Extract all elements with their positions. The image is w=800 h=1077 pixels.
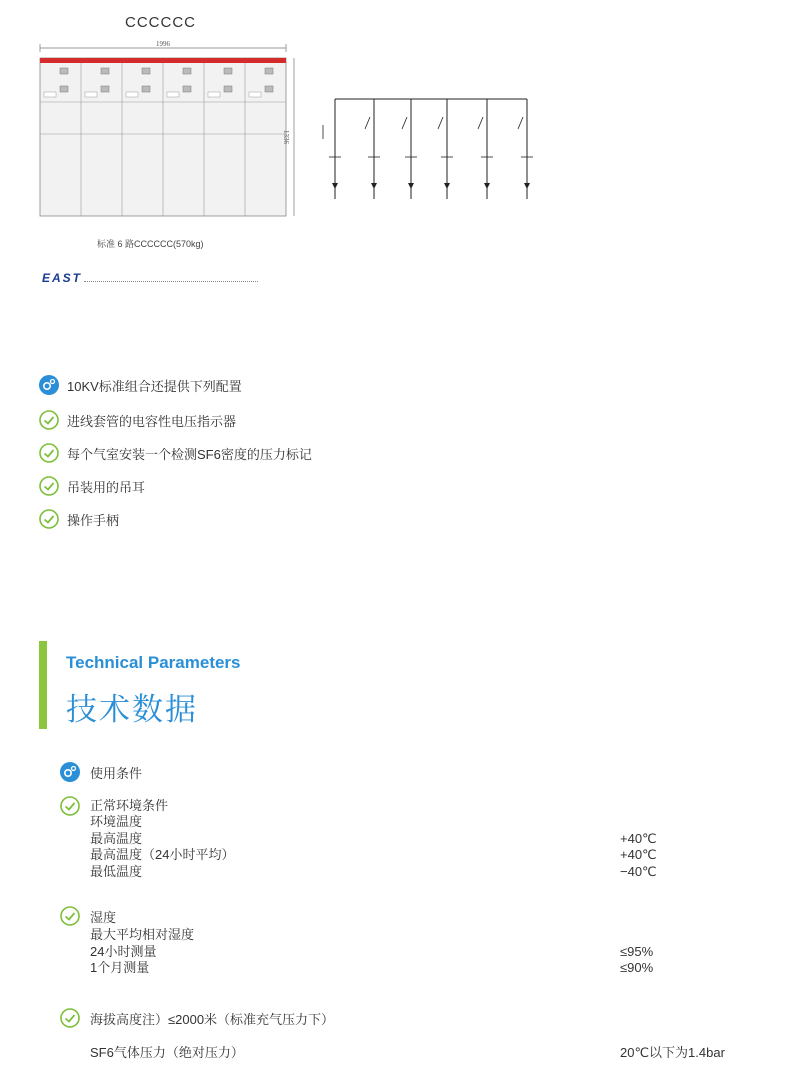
config-item: [39, 476, 145, 496]
height-dimension: 1336: [282, 130, 290, 144]
env-sub: 环境温度: [90, 814, 143, 829]
param-label: 最高温度: [90, 831, 143, 846]
single-line-diagram: [315, 95, 535, 210]
sf6-value: 20℃以下为1.4bar: [620, 1045, 725, 1060]
param-label: 1个月测量: [90, 960, 150, 975]
logo-divider: [84, 281, 258, 282]
section-accent-bar: [39, 641, 47, 729]
param-value: +40℃: [620, 831, 657, 846]
check-icon: [60, 1008, 80, 1028]
check-icon: [39, 443, 59, 463]
config-item-label: 进线套管的电容性电压指示器: [67, 413, 237, 429]
check-icon: [39, 410, 59, 430]
param-value: +40℃: [620, 847, 657, 862]
param-value: ≤95%: [620, 944, 654, 959]
config-item-label: 吊装用的吊耳: [67, 479, 146, 495]
config-item-label: 操作手柄: [67, 512, 120, 528]
gears-icon: [39, 375, 59, 395]
humidity-sub: 最大平均相对湿度: [90, 927, 195, 942]
config-heading-row: [39, 375, 242, 395]
config-item: [39, 443, 312, 463]
param-label: 最高温度（24小时平均）: [90, 847, 235, 862]
env-heading: 正常环境条件: [90, 798, 169, 813]
check-icon: [60, 796, 80, 816]
altitude-line: 海拔高度注）≤2000米（标准充气压力下）: [90, 1012, 335, 1027]
humidity-heading: 湿度: [90, 910, 117, 925]
gears-icon: [60, 762, 80, 782]
config-heading: 10KV标准组合还提供下列配置: [67, 378, 242, 394]
config-item-label: 每个气室安装一个检测SF6密度的压力标记: [67, 446, 312, 462]
check-icon: [39, 476, 59, 496]
config-item: [39, 410, 236, 430]
usage-heading: 使用条件: [90, 765, 143, 781]
param-value: −40℃: [620, 864, 657, 879]
usage-heading-row: [60, 762, 142, 782]
drawing-caption: 标准 6 路CCCCCC(570kg): [97, 239, 204, 249]
param-value: ≤90%: [620, 960, 654, 975]
east-logo: EAST: [42, 271, 83, 285]
width-dimension: 1996: [156, 40, 170, 48]
config-item: [39, 509, 119, 529]
switchgear-front-view: [36, 38, 296, 223]
section-title-en: Technical Parameters: [66, 653, 241, 672]
product-title: CCCCCC: [125, 14, 196, 31]
sf6-label: SF6气体压力（绝对压力）: [90, 1045, 244, 1060]
param-label: 24小时测量: [90, 944, 157, 959]
param-label: 最低温度: [90, 864, 143, 879]
section-title-cn: 技术数据: [66, 692, 198, 727]
check-icon: [60, 906, 80, 926]
check-icon: [39, 509, 59, 529]
